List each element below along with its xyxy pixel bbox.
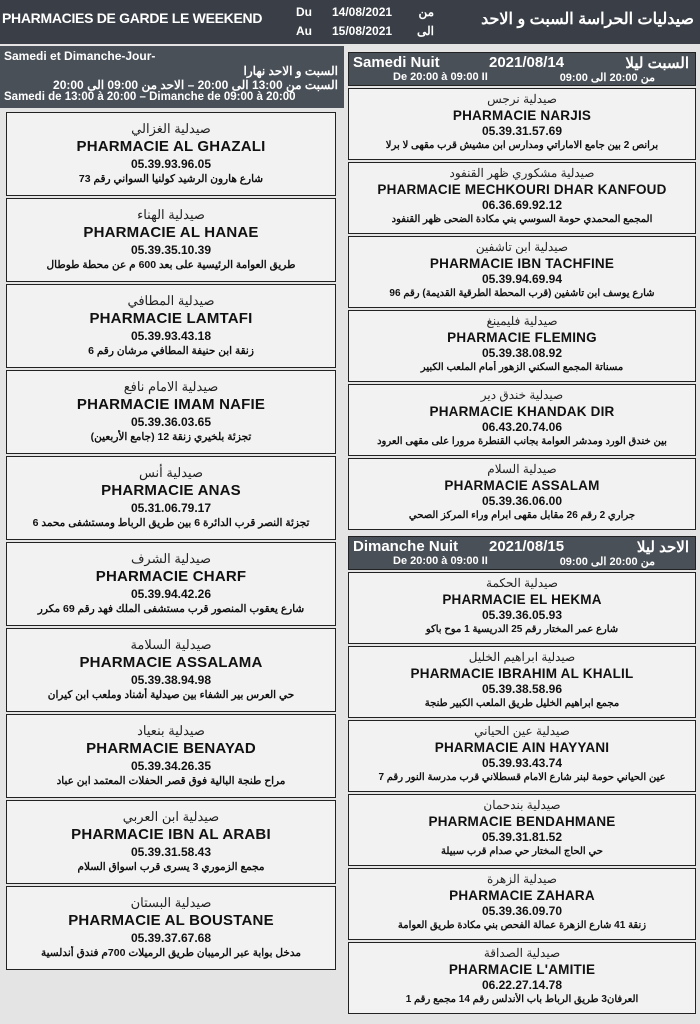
pharmacy-arabic-name: صيدلية فليمينغ [486,314,558,328]
day-section-title: Samedi et Dimanche-Jour- [4,49,156,63]
pharmacy-card [348,458,696,530]
pharmacy-card [348,236,696,308]
pharmacy-address: شارع يوسف ابن تاشفين (قرب المحطة الطرقية القديمة) رقم 96 [389,288,655,299]
pharmacy-phone: 05.39.37.67.68 [130,931,212,945]
pharmacy-card [6,886,336,970]
pharmacy-address: مجمع الزموري 3 يسرى قرب اسواق السلام [77,861,265,873]
pharmacy-phone: 06.36.69.92.12 [481,198,563,212]
pharmacy-name: PHARMACIE ZAHARA [449,888,595,903]
sunday-night-hours: De 20:00 à 09:00 II [393,555,488,567]
pharmacy-address: مجمع ابراهيم الخليل طريق الملعب الكبير طنجة [424,698,620,709]
pharmacy-arabic-name: صيدلية الهناء [137,207,205,222]
pharmacy-name: PHARMACIE ASSALAM [444,478,600,493]
pharmacy-arabic-name: صيدلية البستان [130,895,212,910]
pharmacy-arabic-name: صيدلية الصداقة [483,946,561,960]
pharmacy-name: PHARMACIE AL GHAZALI [76,138,266,155]
pharmacy-address: تجزئة بلخيري زنقة 12 (جامع الأربعين) [90,431,252,443]
pharmacy-card [6,112,336,196]
pharmacy-name: PHARMACIE KHANDAK DIR [429,404,615,419]
day-section-arabic [53,64,338,92]
sunday-night-arabic: الاحد ليلا [636,539,689,556]
pharmacy-name: PHARMACIE ASSALAMA [79,654,263,671]
pharmacy-name: PHARMACIE IBN TACHFINE [429,256,615,271]
pharmacy-name: PHARMACIE IBRAHIM AL KHALIL [410,666,634,681]
pharmacy-phone: 05.31.06.79.17 [130,501,212,515]
pharmacy-arabic-name: صيدلية عين الحياني [474,724,570,738]
pharmacy-address: شارع يعقوب المنصور قرب مستشفى الملك فهد رقم 69 مكرر [37,603,305,615]
sunday-night-title: Dimanche Nuit [353,538,459,555]
pharmacy-address: زنقة 41 شارع الزهرة عمالة الفحص بني مكادة طريق العوامة [397,920,647,931]
pharmacy-arabic-name: صيدلية المطافي [127,293,215,308]
pharmacy-arabic-name: صيدلية خندق دير [480,388,564,402]
pharmacy-name: PHARMACIE CHARF [95,568,247,585]
pharmacy-address: بين خندق الورد ومدشر العوامة بجانب القنطرة مرورا على مقهى العرود [377,436,667,447]
pharmacy-phone: 06.43.20.74.06 [481,420,563,434]
arabic-title: صيدليات الحراسة السبت و الاحد [481,11,694,28]
pharmacy-address: شارع هارون الرشيد كولنيا السواني رقم 73 [78,173,264,185]
pharmacy-name: PHARMACIE EL HEKMA [442,592,602,607]
pharmacy-phone: 05.39.93.96.05 [130,157,212,171]
pharmacy-address: حي الحاج المختار حي صدام قرب سبيلة [441,846,603,857]
saturday-night-hours-arabic: من 20:00 الى 09:00 [559,72,655,84]
pharmacy-phone: 05.39.31.81.52 [481,830,563,844]
pharmacy-address: مراح طنجة البالية فوق قصر الحفلات المعتمد ابن عباد [56,775,286,787]
pharmacy-address: مسناتة المجمع السكني الزهور أمام الملعب الكبير [420,362,624,373]
pharmacy-arabic-name: صيدلية بنعياد [137,723,205,738]
au-date: 15/08/2021 [332,24,393,38]
top-header [0,0,700,44]
pharmacy-address: تجزئة النصر قرب الدائرة 6 بين طريق الرباط ومستشفى محمد 6 [32,517,310,529]
pharmacy-name: PHARMACIE AL BOUSTANE [68,912,274,929]
pharmacy-card [348,720,696,792]
au-label: Au [296,24,312,38]
night-pharmacy-list [348,52,696,1014]
pharmacy-phone: 05.39.35.10.39 [130,243,212,257]
pharmacy-phone: 05.39.36.06.00 [481,494,563,508]
pharmacy-card [6,370,336,454]
pharmacy-card [348,646,696,718]
pharmacy-address: زنقة ابن حنيفة المطافي مرشان رقم 6 [88,345,254,357]
day-section-hours: Samedi de 13:00 à 20:00 – Dimanche de 09:00 à 20:00 [4,91,296,103]
pharmacy-address: برانص 2 بين جامع الاماراتي ومدارس ابن مشيش قرب مقهى لا برلا [385,140,659,151]
pharmacy-arabic-name: صيدلية ابن تاشفين [475,240,569,254]
pharmacy-address: المجمع المحمدي حومة السوسي بني مكادة الضحى ظهر القنفود [391,214,653,225]
pharmacy-phone: 05.39.94.42.26 [130,587,212,601]
du-date: 14/08/2021 [332,5,393,19]
sunday-night-hours-arabic: من 20:00 الى 09:00 [559,556,655,568]
pharmacy-phone: 05.39.93.43.18 [130,329,212,343]
pharmacy-phone: 05.39.38.94.98 [130,673,212,687]
saturday-night-header [348,52,696,86]
pharmacy-card [6,628,336,712]
french-title: PHARMACIES DE GARDE LE WEEKEND [2,10,263,26]
pharmacy-arabic-name: صيدلية ابراهيم الخليل [468,650,576,664]
day-section-header [0,46,344,108]
pharmacy-card [6,284,336,368]
saturday-night-hours: De 20:00 à 09:00 II [393,71,488,83]
pharmacy-address: العرفان3 طريق الرباط باب الأندلس رقم 14 مجمع رقم 1 [405,994,639,1005]
pharmacy-name: PHARMACIE FLEMING [447,330,597,345]
pharmacy-arabic-name: صيدلية الحكمة [486,576,558,590]
du-arabic: من [418,5,434,19]
pharmacy-arabic-name: صيدلية السلام [487,462,557,476]
pharmacy-card [348,572,696,644]
pharmacy-address: حي العرس بير الشفاء بين صيدلية أشناد وملعب ابن كيران [47,689,295,701]
pharmacy-arabic-name: صيدلية أنس [138,465,204,480]
pharmacy-address: مدخل بوابة عبر الرميبان طريق الرميلات 700م فندق أندلسية [40,947,302,959]
pharmacy-phone: 05.39.38.58.96 [481,682,563,696]
saturday-night-date: 2021/08/14 [489,54,565,71]
pharmacy-name: PHARMACIE LAMTAFI [89,310,253,327]
pharmacy-card [348,162,696,234]
pharmacy-arabic-name: صيدلية بندحمان [483,798,561,812]
pharmacy-name: PHARMACIE AIN HAYYANI [434,740,610,755]
sunday-night-date: 2021/08/15 [489,538,565,555]
pharmacy-arabic-name: صيدلية ابن العربي [122,809,220,824]
pharmacy-name: PHARMACIE BENAYAD [86,740,256,757]
pharmacy-name: PHARMACIE MECHKOURI DHAR KANFOUD [377,182,667,197]
pharmacy-card [6,714,336,798]
pharmacy-card [6,542,336,626]
saturday-night-arabic: السبت ليلا [625,55,689,72]
pharmacy-address: طريق العوامة الرئيسية على بعد 600 م عن محطة طوطال [46,259,296,271]
pharmacy-phone: 05.39.93.43.74 [481,756,563,770]
pharmacy-phone: 05.39.36.03.65 [130,415,212,429]
pharmacy-name: PHARMACIE ANAS [101,482,241,499]
pharmacy-address: جراري 2 رقم 26 مقابل مقهى ابرام وراء المركز الصحي [408,510,636,521]
pharmacy-phone: 05.39.34.26.35 [130,759,212,773]
day-section-arabic-title: السبت و الاحد نهارا [243,64,338,78]
pharmacy-phone: 05.39.31.57.69 [481,124,563,138]
pharmacy-name: PHARMACIE IBN AL ARABI [71,826,271,843]
pharmacy-name: PHARMACIE L'AMITIE [448,962,596,977]
saturday-night-title: Samedi Nuit [353,54,440,71]
pharmacy-phone: 05.39.36.09.70 [481,904,563,918]
pharmacy-arabic-name: صيدلية نرجس [487,92,557,106]
day-section-arabic-hours: السبت من 13:00 الى 20:00 – الاحد من 09:00 الى 20:00 [53,78,338,92]
pharmacy-card [348,868,696,940]
pharmacy-arabic-name: صيدلية السلامة [130,637,212,652]
pharmacy-card [348,88,696,160]
pharmacy-name: PHARMACIE BENDAHMANE [428,814,616,829]
pharmacy-arabic-name: صيدلية الزهرة [486,872,557,886]
pharmacy-address: شارع عمر المختار رقم 25 الدريسية 1 موح باكو [425,624,619,635]
pharmacy-phone: 06.22.27.14.78 [481,978,563,992]
pharmacy-name: PHARMACIE AL HANAE [83,224,259,241]
pharmacy-arabic-name: صيدلية مشكوري ظهر القنفود [449,166,595,180]
pharmacy-arabic-name: صيدلية الامام نافع [123,379,219,394]
pharmacy-arabic-name: صيدلية الغزالي [131,121,211,136]
pharmacy-card [6,198,336,282]
pharmacy-card [348,384,696,456]
pharmacy-card [348,794,696,866]
day-pharmacy-list [6,112,336,972]
pharmacy-phone: 05.39.94.69.94 [481,272,563,286]
pharmacy-phone: 05.39.38.08.92 [481,346,563,360]
pharmacy-phone: 05.39.31.58.43 [130,845,212,859]
pharmacy-card [6,800,336,884]
date-range [296,3,436,41]
pharmacy-card [6,456,336,540]
pharmacy-arabic-name: صيدلية الشرف [130,551,212,566]
pharmacy-card [348,942,696,1014]
pharmacy-card [348,310,696,382]
pharmacy-name: PHARMACIE NARJIS [452,108,592,123]
du-label: Du [296,5,312,19]
sunday-night-header [348,536,696,570]
pharmacy-name: PHARMACIE IMAM NAFIE [76,396,266,413]
pharmacy-phone: 05.39.36.05.93 [481,608,563,622]
au-arabic: الى [417,24,434,38]
pharmacy-address: عين الحياني حومة لبنر شارع الامام قسطلاني قرب مدرسة النور رقم 7 [378,772,666,783]
